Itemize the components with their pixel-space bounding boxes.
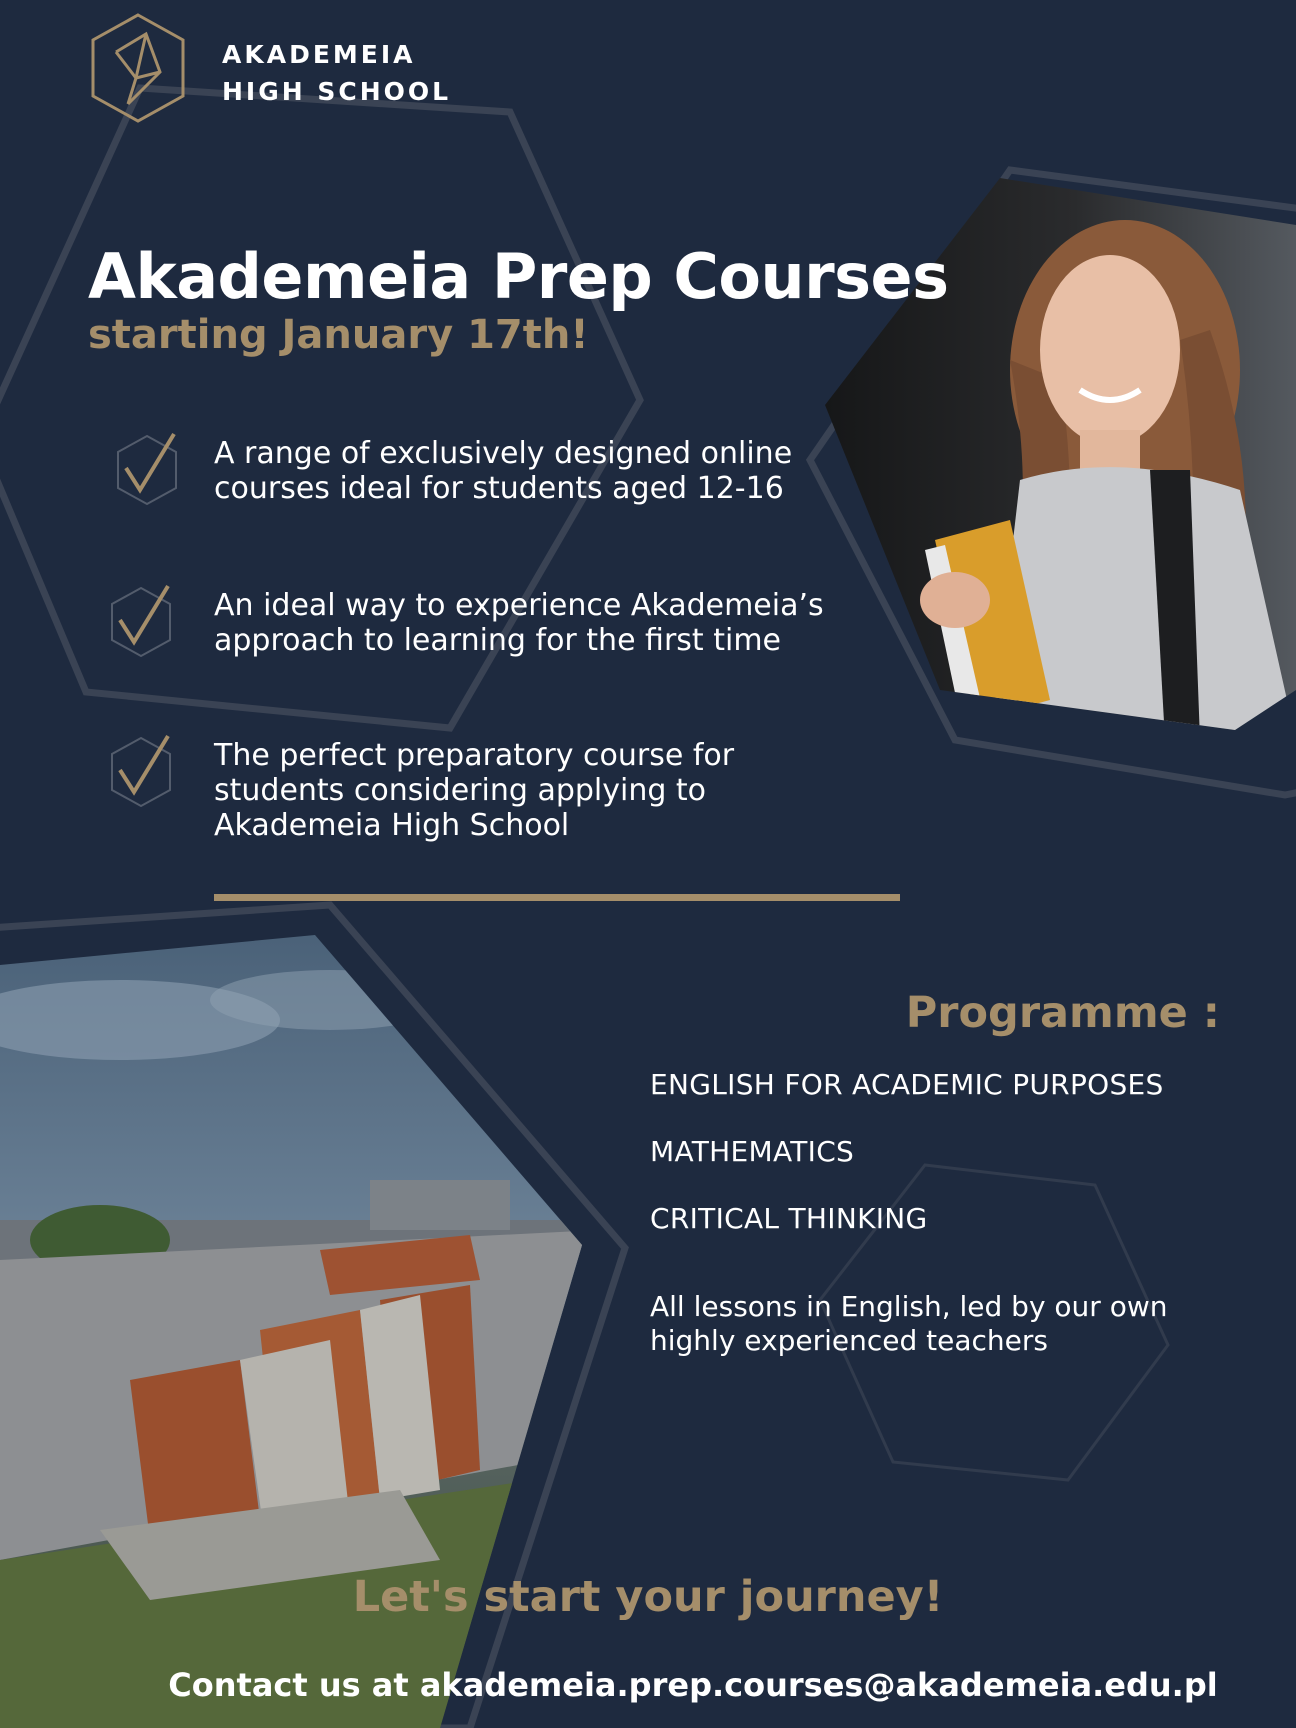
hexagon-logo-icon [88,12,188,124]
checkmark-hexagon-icon [114,432,180,508]
school-name [222,36,451,110]
feature-item-1 [214,436,934,506]
feature-3-line2: students considering applying to [214,773,707,808]
feature-2-line2: approach to learning for the first time [214,623,781,658]
school-name-line1: AKADEMEIA [222,40,416,69]
feature-2-line1: An ideal way to experience Akademeia’s [214,588,824,623]
feature-item-2 [214,588,934,658]
start-date-subtitle: starting January 17th! [88,312,589,358]
programme-item-english: ENGLISH FOR ACADEMIC PURPOSES [650,1068,1164,1101]
feature-1-line1: A range of exclusively designed online [214,436,793,471]
feature-3-line3: Akademeia High School [214,808,570,843]
call-to-action: Let's start your journey! [352,1572,944,1622]
checkmark-hexagon-icon [108,584,174,660]
feature-item-3 [214,738,934,843]
gold-divider [214,894,900,901]
lessons-note-line1: All lessons in English, led by our own [650,1290,1168,1323]
checkmark-hexagon-icon [108,734,174,810]
contact-email[interactable]: Contact us at akademeia.prep.courses@akademeia.edu.pl [168,1666,1218,1704]
page-title: Akademeia Prep Courses [88,240,949,313]
programme-heading: Programme : [905,988,1220,1038]
feature-3-line1: The perfect preparatory course for [214,738,735,773]
programme-item-critical-thinking: CRITICAL THINKING [650,1202,928,1235]
lessons-note [650,1290,1210,1358]
lessons-note-line2: highly experienced teachers [650,1324,1048,1357]
school-name-line2: HIGH SCHOOL [222,77,452,106]
programme-item-mathematics: MATHEMATICS [650,1135,855,1168]
feature-1-line2: courses ideal for students aged 12-16 [214,471,784,506]
